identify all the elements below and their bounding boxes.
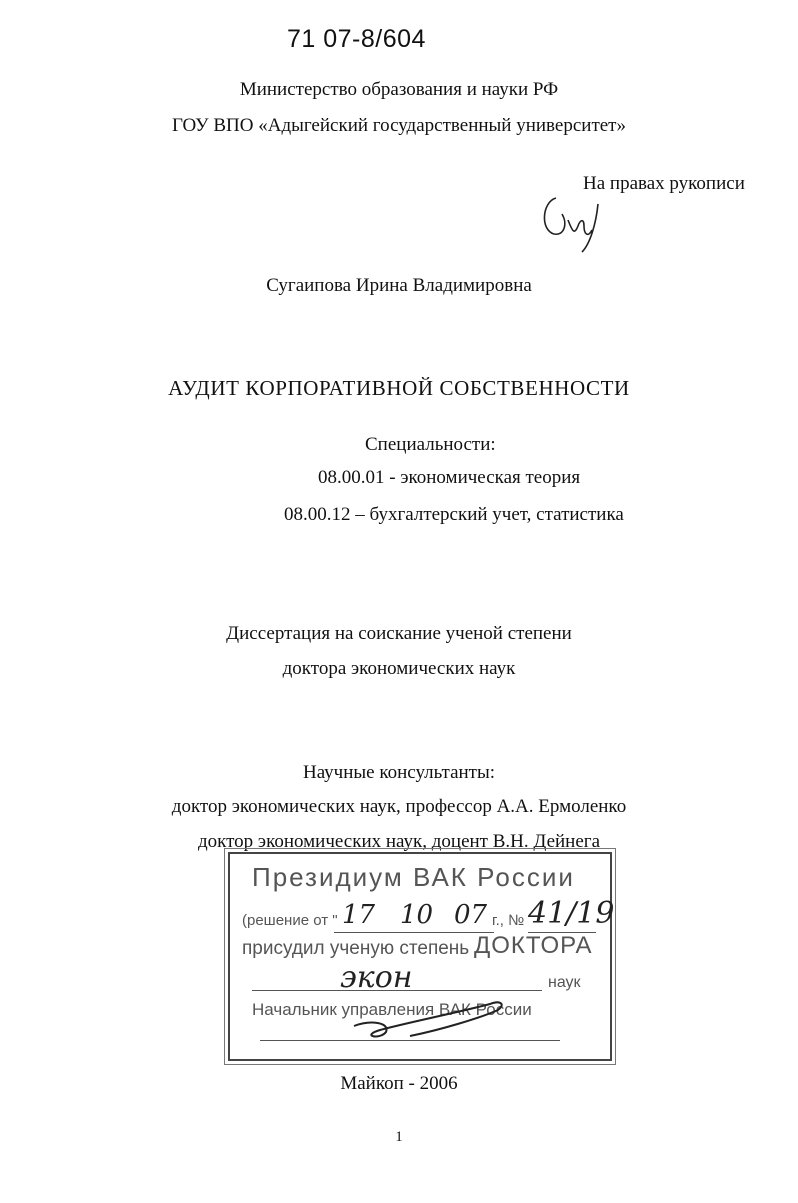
stamp-degree: ДОКТОРА xyxy=(474,932,593,959)
consultant-item: доктор экономических наук, доцент В.Н. Дейнега xyxy=(197,831,601,852)
dissertation-title: АУДИТ КОРПОРАТИВНОЙ СОБСТВЕННОСТИ xyxy=(168,376,630,400)
manuscript-note: На правах рукописи xyxy=(583,173,745,194)
stamp-science-suffix: наук xyxy=(548,974,581,991)
degree-field-line: доктора экономических наук xyxy=(282,658,516,679)
consultants-label: Научные консультанты: xyxy=(302,762,496,783)
stamp-science-handwritten: экон xyxy=(340,960,413,995)
consultant-item: доктор экономических наук, профессор А.А. Ермоленко xyxy=(171,796,627,817)
specialty-item: 08.00.12 – бухгалтерский учет, статистика xyxy=(284,504,624,525)
stamp-date-month: 10 xyxy=(400,900,434,930)
author-name: Сугаипова Ирина Владимировна xyxy=(266,275,532,296)
stamp-head-label: Начальник управления ВАК России xyxy=(252,1000,532,1019)
degree-line: Диссертация на соискание ученой степени xyxy=(226,623,572,644)
stamp-title: Президиум ВАК России xyxy=(252,862,575,892)
vak-stamp xyxy=(228,852,615,1061)
stamp-date-day: 17 xyxy=(342,900,376,930)
page-number: 1 xyxy=(395,1129,403,1145)
author-signature xyxy=(538,190,618,260)
stamp-date-year: 07 xyxy=(454,900,488,930)
stamp-degree-prefix: присудил ученую степень xyxy=(242,938,470,959)
specialties-label: Специальности: xyxy=(365,434,496,455)
stamp-decision-mid: г., № xyxy=(492,912,525,929)
university-line: ГОУ ВПО «Адыгейский государственный университет» xyxy=(172,115,626,136)
head-signature xyxy=(350,992,510,1042)
specialty-item: 08.00.01 - экономическая теория xyxy=(318,467,581,488)
stamp-decision-number: 41/19 xyxy=(528,896,615,931)
registration-code: 71 07-8/604 xyxy=(287,25,426,53)
stamp-decision-prefix: (решение от " xyxy=(242,912,338,929)
city-year: Майкоп - 2006 xyxy=(340,1073,458,1094)
ministry-line: Министерство образования и науки РФ xyxy=(239,79,559,100)
